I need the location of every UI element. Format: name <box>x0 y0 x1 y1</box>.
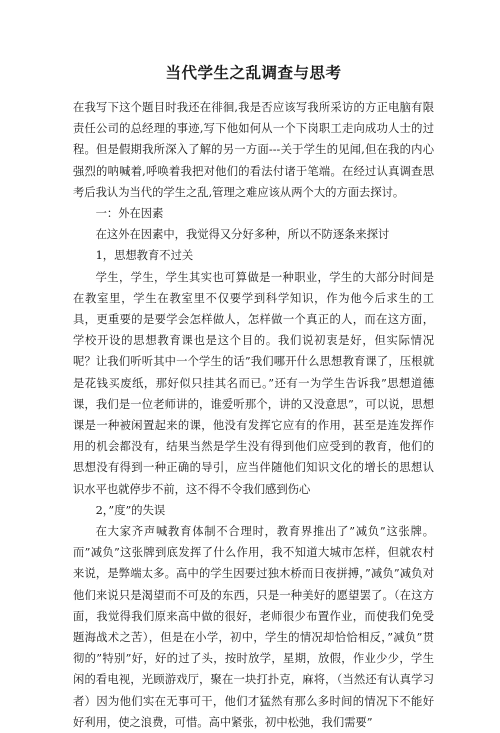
heading-degree-mistake: 2，”度”的失误 <box>95 503 166 517</box>
paragraph-intro: 在我写下这个题目时我还在徘徊,我是否应该写我所采访的方正电脑有限责任公司的总经理的事迹,写下他如何从一个下岗职工走向成功人士的过程。但是假期我所深入了解的另一方面---关于学生的见闻,但在我的内心强烈的呐喊着,呼唤着我把对他们的看法付诸于笔端。在经过认真调查思考后我认为当代的学生之乱,管理之难应该从两个大的方面去探讨。 <box>73 101 434 199</box>
paragraph-ideological-education: 学生，学生，学生其实也可算做是一种职业，学生的大部分时间是在教室里，学生在教室里不仅要学到科学知识，作为他今后求生的工具，更重要的是要学会怎样做人，怎样做一个真正的人，而在这方面，学校开设的思想教育课也是这个目的。我们说初衷是好，但实际情况呢？让我们听听其中一个学生的话”我们哪开什么思想教育课了，压根就是花钱买废纸，那好似只挂其名而已。”还有一为学生告诉我”思想道德课，我们是一位老师讲的，谁爱听那个，讲的又没意思”，可以说，思想课是一种被闲置起来的课，他没有发挥它应有的作用，甚至是连发挥作用的机会都没有，结果当然是学生没有得到他们应受到的教育，他们的思想没有得到一种正确的导引，应当伴随他们知识文化的增长的思想认识水平也就停步不前，这不得不令我们感到伤心 <box>73 270 434 496</box>
heading-ideological-education: 1，思想教育不过关 <box>95 249 194 263</box>
heading-external-factors: 一：外在因素 <box>95 207 164 221</box>
paragraph-external-intro: 在这外在因素中，我觉得又分好多种，所以不防逐条来探讨 <box>95 228 390 242</box>
document-body <box>73 97 434 733</box>
document-title: 当代学生之乱调查与思考 <box>165 63 342 82</box>
paragraph-burden-reduction: 在大家齐声喊教育体制不合理时，教育界推出了”减负”这张牌。而”减负”这张牌到底发挥了什么作用，我不知道大城市怎样，但就农村来说，是弊端太多。高中的学生因要过独木桥而日夜拼搏，”减负”减负对他们来说只是渴望而不可及的东西，只是一种美好的愿望罢了。（在这方面，我觉得我们原来高中做的很好，老师很少布置作业，而使我们免受题海战术之苦），但是在小学，初中，学生的情况却恰恰相反，”减负”贯彻的”特别”好，好的过了头，按时放学，星期，放假，作业少少，学生闲的看电视，光顾游戏厅，聚在一块打扑克，麻将，（当然还有认真学习者）因为他们实在无事可干，他们才猛然有那么多时间的情况下不能好好利用，使之浪费，可惜。高中紧张，初中松弛，我们需要” <box>73 525 434 729</box>
